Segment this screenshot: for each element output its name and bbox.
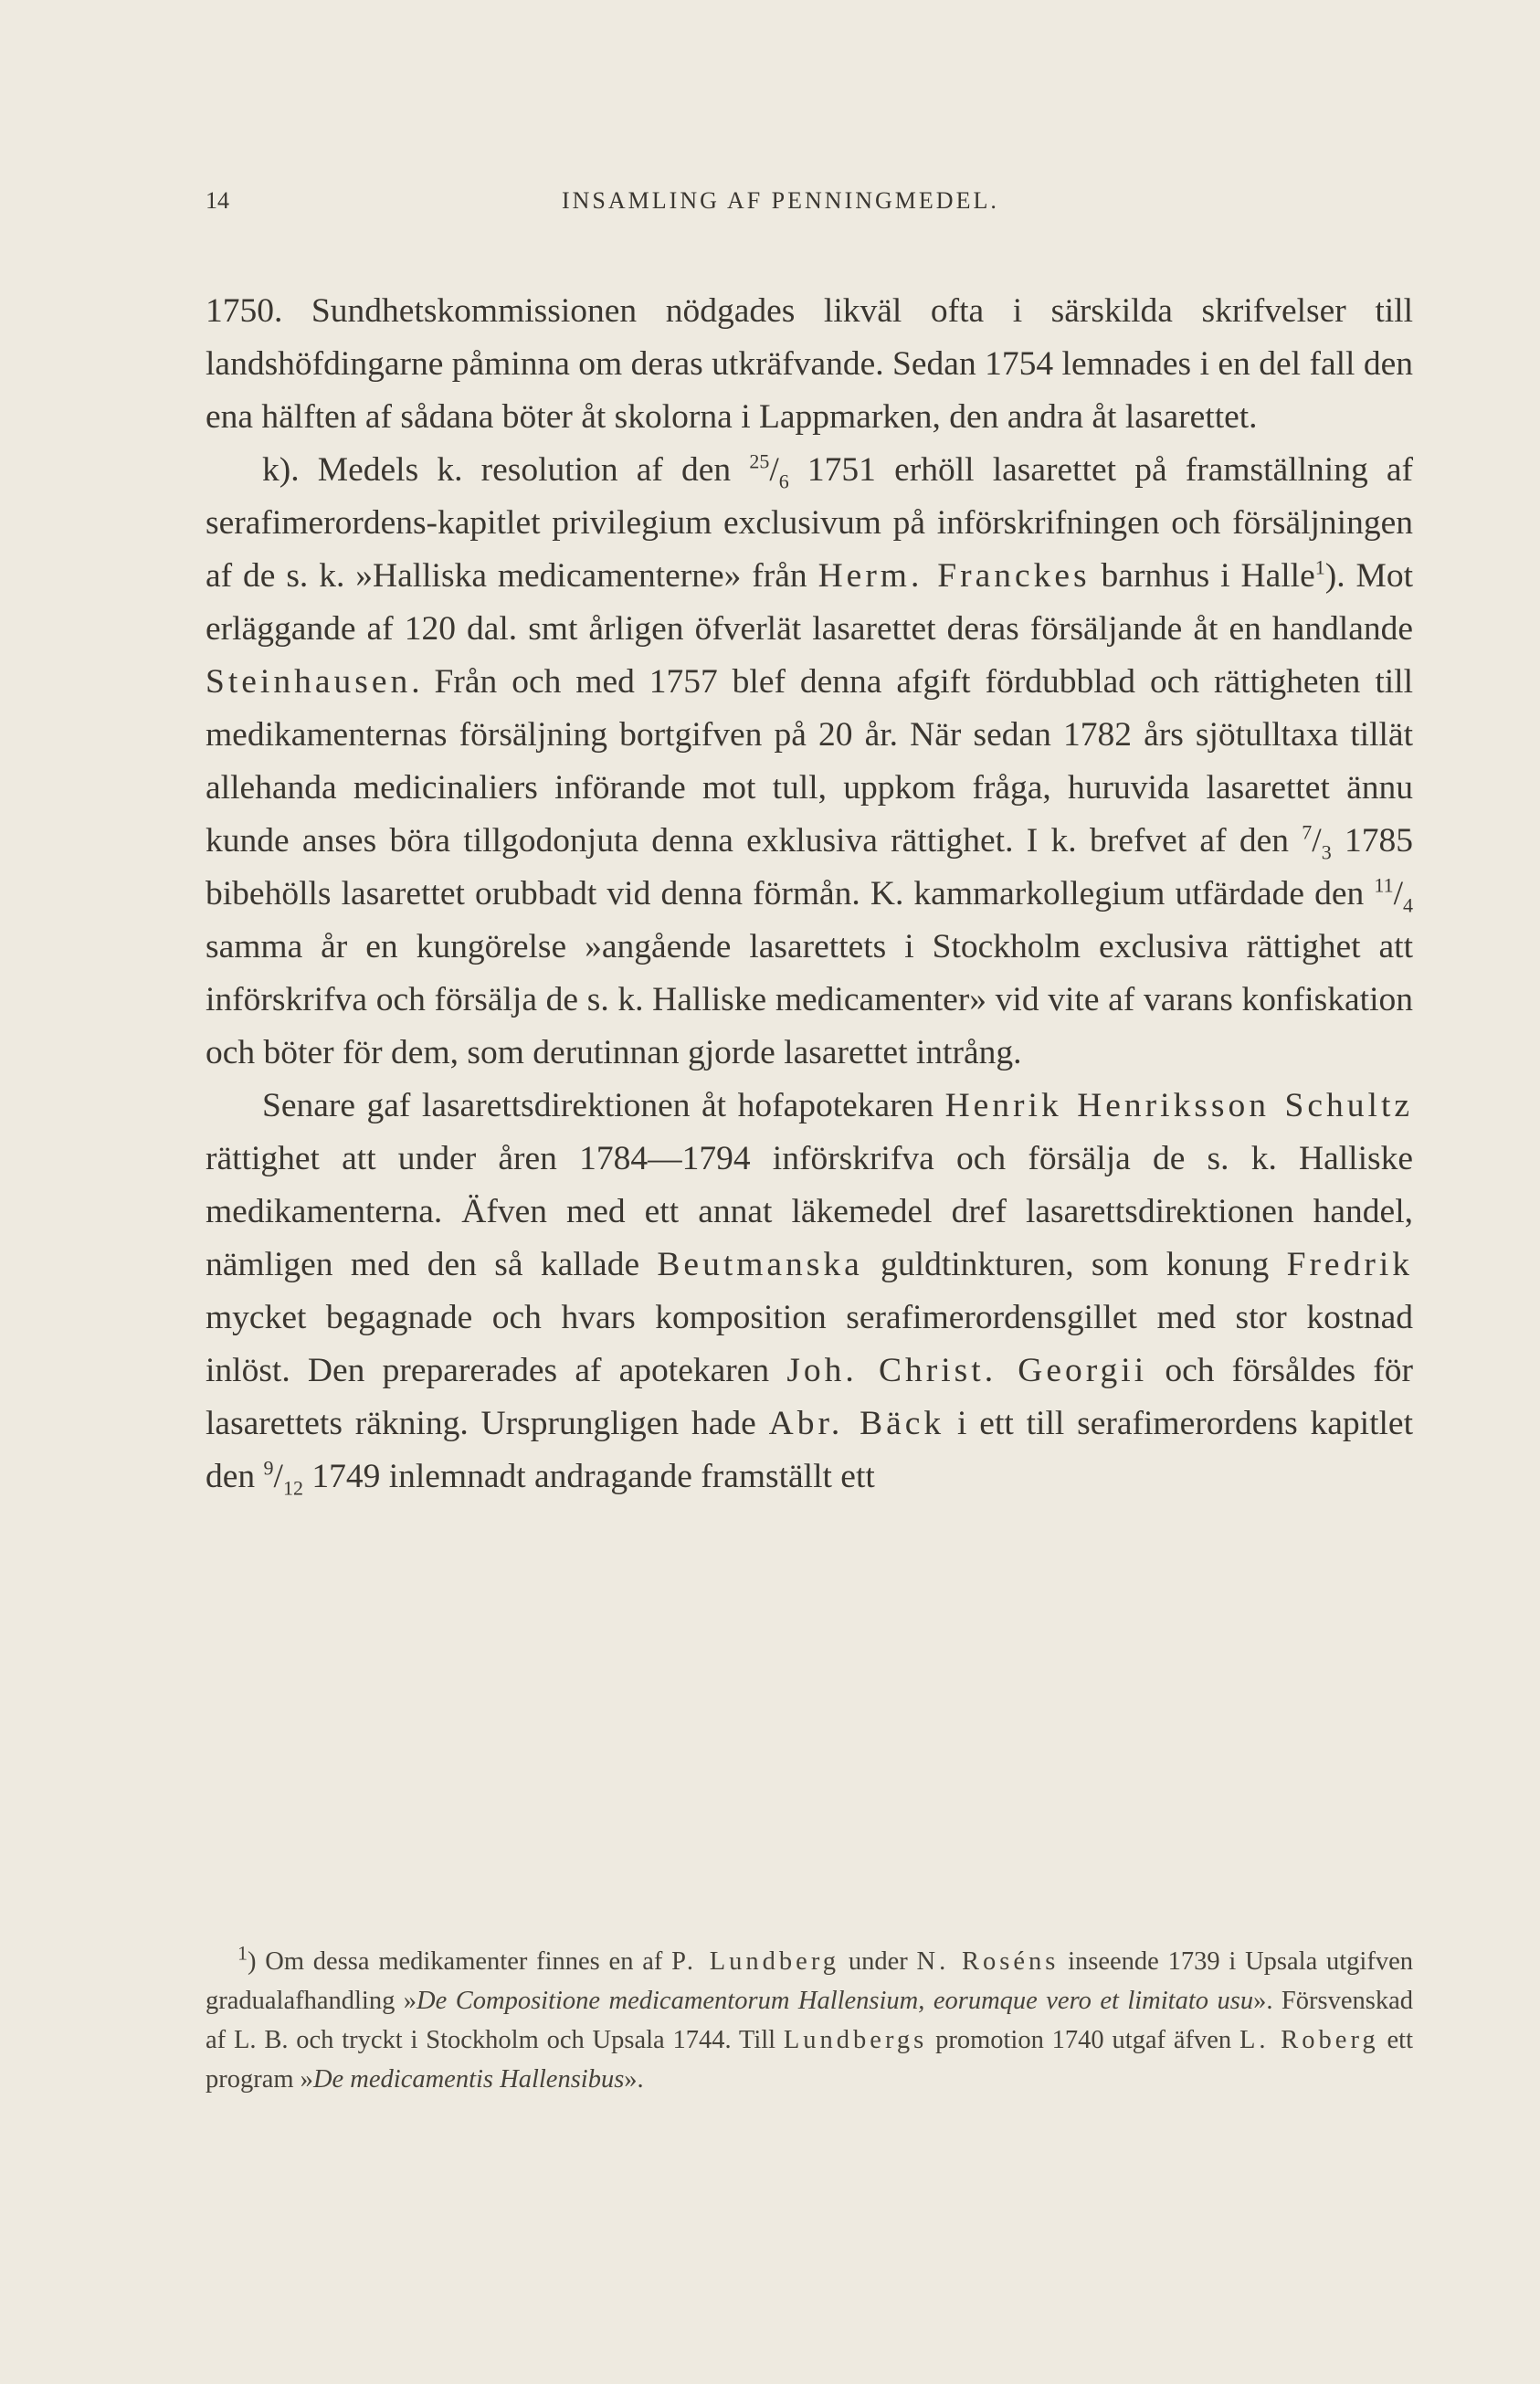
text-run: ». Försvenskad af (206, 1987, 1413, 2054)
text-run: . Från och med 1757 blef denna afgift fördubblad och rättigheten till medikamenternas försäljning bortgifven på 20 år. När sedan 1782 års sjötulltaxa tillät allehanda medicinaliers införande mot tull, uppkom fråga, huruvida lasarettet ännu kunde anses böra tillgodonjuta denna exklusiva rättighet. I k. brefvet af den (206, 663, 1413, 860)
fraction-slash: / (273, 1458, 283, 1495)
text-run: och tryckt i Stockholm och Upsala 1744. Till (288, 2026, 784, 2054)
person-name: Henrik Henriksson Schultz (944, 1087, 1414, 1124)
footnote-marker: 1 (237, 1941, 248, 1965)
text-run: i ett till serafimerordens kapitlet den (206, 1405, 1413, 1495)
person-name: Joh. Christ. Georgii (786, 1352, 1148, 1389)
fraction-slash: / (1312, 822, 1322, 860)
text-run: ett program » (206, 2026, 1413, 2094)
fraction-numerator: 11 (1374, 873, 1394, 897)
person-name: Beutmanska (657, 1246, 863, 1283)
page-number: 14 (206, 187, 229, 214)
text-run: ) Om dessa medikamenter finnes en af (248, 1947, 672, 1976)
fraction-denominator: 3 (1321, 840, 1332, 864)
person-name: P. Lundberg (671, 1947, 840, 1976)
fraction-numerator: 25 (749, 449, 770, 473)
text-run: ». (624, 2065, 644, 2094)
fraction-slash: / (1393, 875, 1403, 912)
person-name: Steinhausen (206, 663, 412, 701)
running-head (206, 187, 1411, 224)
text-run: 1751 erhöll lasarettet på framställning af serafimerordens-kapitlet privilegium exclusivum på införskrifningen och försäljningen af de s. k. »Halliska medicamenterne» från (206, 451, 1413, 595)
fraction-slash: / (769, 451, 779, 489)
text-run: mycket begagnade och hvars komposition serafimerordensgillet med stor kostnad inlöst. Den preparerades af apotekaren (206, 1299, 1413, 1389)
footnote-1 (206, 1942, 1413, 2099)
person-initials: L. B. (233, 2026, 289, 2054)
main-text (206, 285, 1413, 1503)
fraction-denominator: 4 (1403, 893, 1413, 917)
text-run: guldtinkturen, som konung (862, 1246, 1287, 1283)
person-name: L. Roberg (1239, 2026, 1379, 2054)
text-run: ). Mot erläggande af 120 dal. smt årligen öfverlät lasarettet deras försäljande åt en handlande (206, 557, 1413, 648)
text-run: promotion 1740 utgaf äfven (927, 2026, 1239, 2054)
fraction-denominator: 6 (778, 469, 789, 493)
paragraph-1 (206, 285, 1413, 444)
text-run: Senare gaf lasarettsdirektionen åt hofapotekaren (262, 1087, 945, 1124)
running-title: INSAMLING AF PENNINGMEDEL. (562, 187, 999, 214)
text-run: 1749 inlemnadt andragande framställt ett (302, 1458, 875, 1495)
latin-title: De Compositione medicamentorum Hallensium, eorumque vero et limitato usu (417, 1987, 1254, 2015)
text-run: barnhus i Halle (1090, 557, 1315, 595)
text-run: och försåldes för lasarettets räkning. Ursprungligen hade (206, 1352, 1413, 1442)
fraction-numerator: 7 (1302, 820, 1313, 844)
footnote-reference: 1 (1314, 555, 1325, 579)
text-run: rättighet att under åren 1784—1794 införskrifva och försälja de s. k. Halliske medikamenterna. Äfven med ett annat läkemedel dref lasarettsdirektionen handel, nämligen med den så kallade (206, 1140, 1413, 1283)
fraction-denominator: 12 (282, 1476, 303, 1500)
person-name: Fredrik (1286, 1246, 1413, 1283)
paragraph-2 (206, 444, 1413, 1080)
text-run: 1785 bibehölls lasarettet orubbadt vid denna förmån. K. kammarkollegium utfärdade den (206, 822, 1413, 912)
latin-title: De medicamentis Hallensibus (312, 2065, 625, 2094)
person-name: N. Roséns (916, 1947, 1060, 1976)
person-name: Abr. Bäck (768, 1405, 945, 1442)
footnote-block (206, 1942, 1413, 2099)
text-run: k). Medels k. resolution af den (262, 451, 750, 489)
text-run: under (839, 1947, 917, 1976)
person-name: Herm. Franckes (817, 557, 1091, 595)
text-run: samma år en kungörelse »angående lasarettets i Stockholm exclusiva rättighet att införskrifva och försälja de s. k. Halliske medicamenter» vid vite af varans konfiskation och böter för dem, som derutinnan gjorde lasarettet intrång. (206, 928, 1413, 1071)
paragraph-3 (206, 1080, 1413, 1503)
text-run: 1750. Sundhetskommissionen nödgades likväl ofta i särskilda skrifvelser till landshöfdingarne påminna om deras utkräfvande. Sedan 1754 lemnades i en del fall den ena hälften af sådana böter åt skolorna i Lappmarken, den andra åt lasarettet. (206, 292, 1413, 436)
person-name: Lundbergs (783, 2026, 928, 2054)
text-run: inseende 1739 i Upsala utgifven gradualafhandling » (206, 1947, 1413, 2015)
fraction-numerator: 9 (263, 1456, 274, 1480)
